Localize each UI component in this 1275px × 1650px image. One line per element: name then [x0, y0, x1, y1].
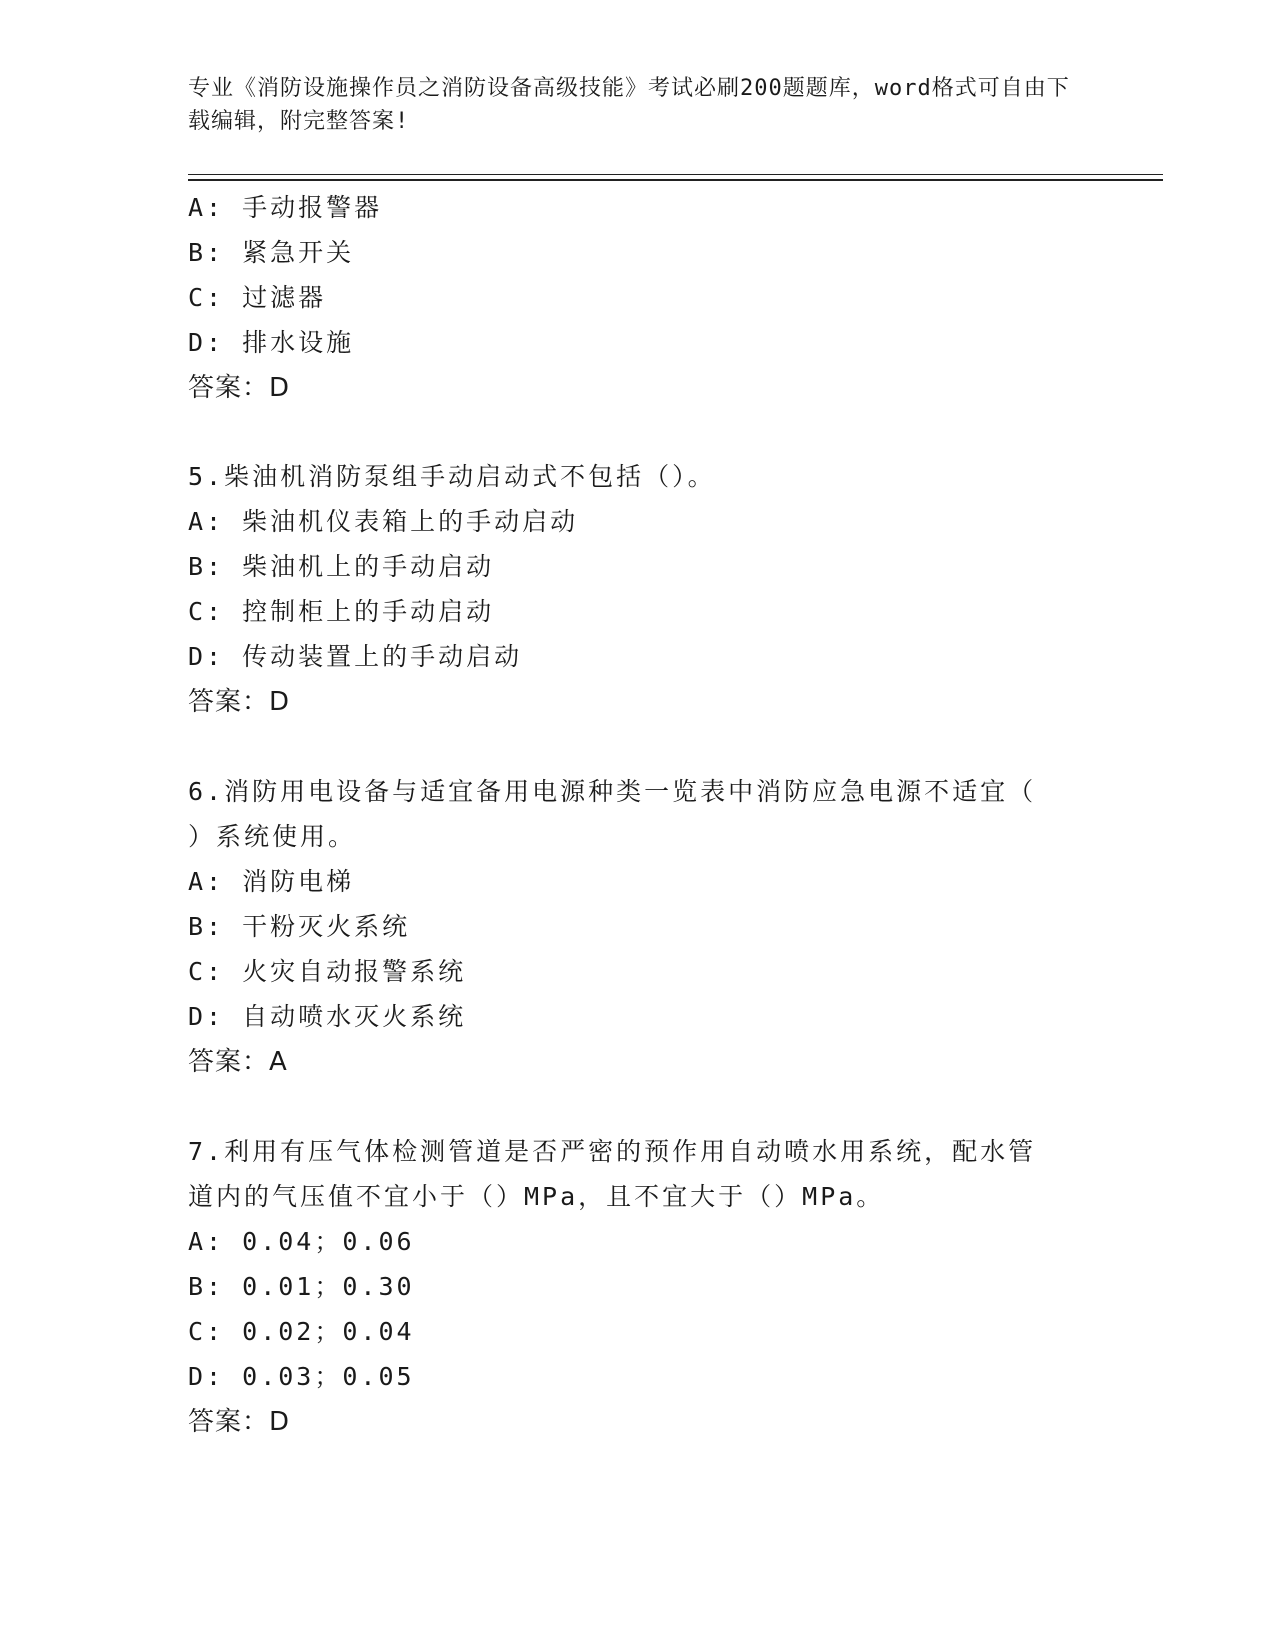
q6-question-line1: 6.消防用电设备与适宜备用电源种类一览表中消防应急电源不适宜（	[188, 777, 1037, 806]
q6-answer: 答案：A	[188, 1047, 288, 1077]
q7-option-a: A: 0.04；0.06	[188, 1227, 415, 1256]
q6-option-b: B: 干粉灭火系统	[188, 912, 411, 941]
header-rule-thin	[188, 174, 1163, 175]
q6-option-c: C: 火灾自动报警系统	[188, 957, 467, 986]
q4-option-b: B: 紧急开关	[188, 238, 355, 267]
q5-option-a: A: 柴油机仪表箱上的手动启动	[188, 507, 579, 536]
q6-option-a: A: 消防电梯	[188, 867, 355, 896]
q5-option-d: D: 传动装置上的手动启动	[188, 642, 523, 671]
q5-option-b: B: 柴油机上的手动启动	[188, 552, 495, 581]
header-rule-thick	[188, 179, 1163, 181]
q6-option-d: D: 自动喷水灭火系统	[188, 1002, 467, 1031]
q4-answer: 答案：D	[188, 373, 291, 403]
q5-question: 5.柴油机消防泵组手动启动式不包括（）。	[188, 462, 716, 491]
q4-option-d: D: 排水设施	[188, 328, 355, 357]
q7-option-d: D: 0.03；0.05	[188, 1362, 415, 1391]
q6-question-line2: ）系统使用。	[188, 822, 357, 851]
q5-answer: 答案：D	[188, 687, 291, 717]
q7-option-c: C: 0.02；0.04	[188, 1317, 415, 1346]
q4-option-c: C: 过滤器	[188, 283, 327, 312]
q4-option-a: A: 手动报警器	[188, 193, 383, 222]
q7-option-b: B: 0.01；0.30	[188, 1272, 415, 1301]
q7-question-line2: 道内的气压值不宜小于（）MPa，且不宜大于（）MPa。	[188, 1182, 885, 1211]
q7-answer: 答案：D	[188, 1407, 291, 1437]
q7-question-line1: 7.利用有压气体检测管道是否严密的预作用自动喷水用系统，配水管	[188, 1137, 1037, 1166]
document-header: 专业《消防设施操作员之消防设备高级技能》考试必刷200题题库，word格式可自由下载编辑，附完整答案!	[188, 76, 1070, 134]
q5-option-c: C: 控制柜上的手动启动	[188, 597, 495, 626]
